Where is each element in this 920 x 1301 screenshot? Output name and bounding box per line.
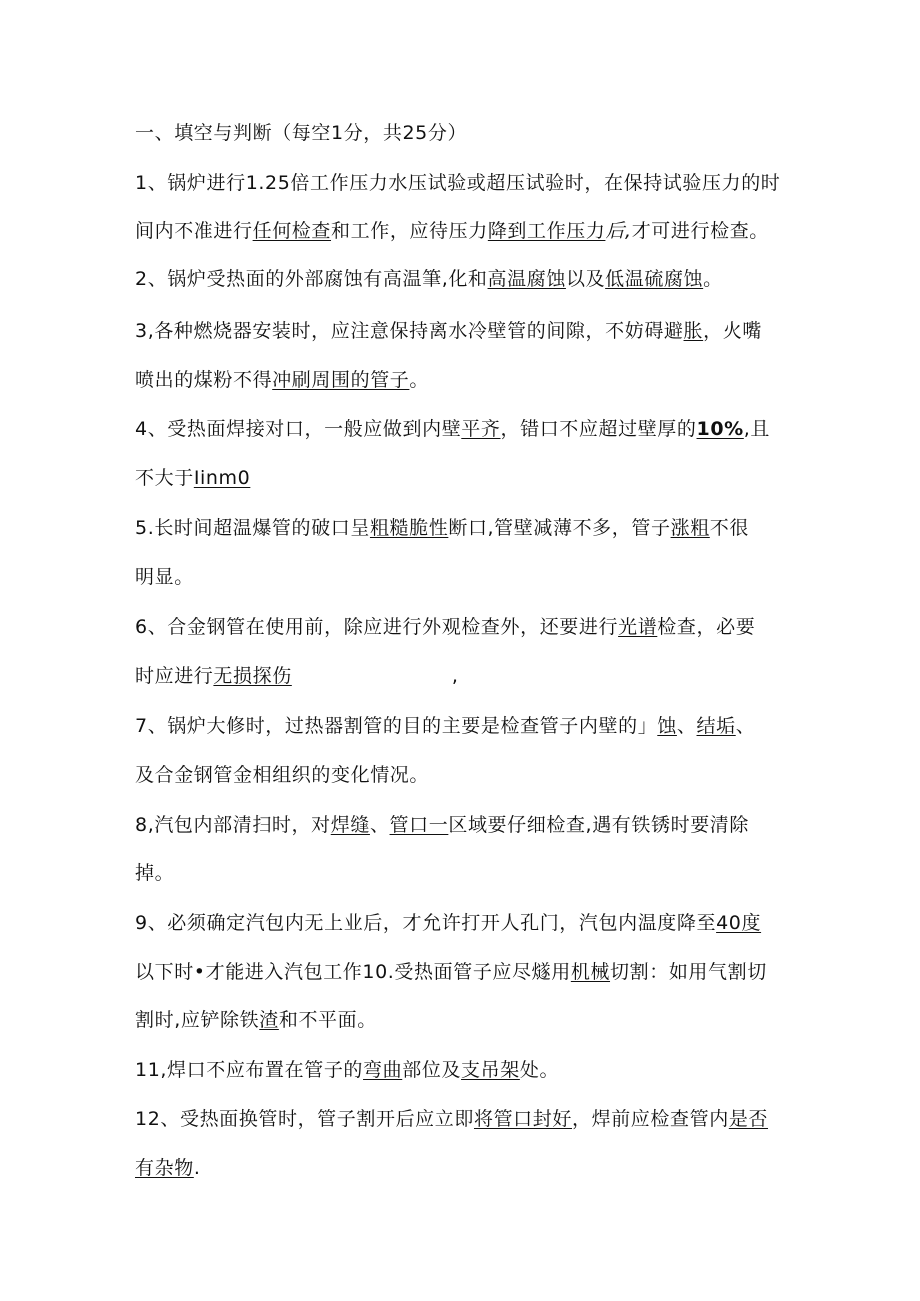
q2-answer: 低温硫腐蚀 bbox=[605, 268, 704, 290]
q9-text: 以下时•才能进入汽包工作10.受热面管子应尽燧用 bbox=[135, 961, 571, 983]
q1-line-2 bbox=[135, 218, 769, 244]
q4-text: 不大于 bbox=[135, 467, 194, 489]
q4-text: ,且 bbox=[743, 418, 771, 440]
q6-text: 6、合金钢管在使用前，除应进行外观检查外，还要进行 bbox=[135, 616, 619, 638]
q2-answer: 高温腐蚀 bbox=[487, 268, 566, 290]
q10-text: 割时,应铲除铁 bbox=[135, 1009, 260, 1031]
q8-answer: 焊缝 bbox=[330, 814, 370, 836]
q10-text: 和不平面。 bbox=[278, 1009, 377, 1031]
q6-line-2 bbox=[135, 663, 458, 689]
q12-answer: 是否 bbox=[728, 1108, 769, 1130]
q3-text: 。 bbox=[409, 369, 430, 391]
q5-answer: 涨粗 bbox=[670, 517, 710, 539]
q11-text: 处。 bbox=[519, 1059, 560, 1081]
q1-text: 和工作，应待压力 bbox=[331, 220, 488, 242]
section-heading bbox=[135, 120, 467, 146]
q6-answer: 光谱 bbox=[618, 616, 658, 638]
q9-line-1 bbox=[135, 910, 761, 936]
q9-answer: 40度 bbox=[716, 912, 762, 934]
q3-text: 喷出的煤粉不得 bbox=[135, 369, 273, 391]
q8-line-1 bbox=[135, 812, 749, 838]
q8-text: 、 bbox=[369, 814, 390, 836]
q10-answer: 机械 bbox=[570, 961, 611, 983]
q8-text: 区域要仔细检查,遇有铁锈时要清除 bbox=[448, 814, 749, 836]
q7-text: 及合金钢管金相组织的变化情况。 bbox=[135, 764, 430, 786]
q7-text: 7、锅炉大修时，过热器割管的目的主要是检查管子内壁的」 bbox=[135, 715, 658, 737]
q8-text: 掉。 bbox=[135, 862, 175, 884]
q2-line-1 bbox=[135, 266, 723, 292]
q6-text: , bbox=[451, 665, 459, 687]
q7-line-2 bbox=[135, 762, 429, 788]
q6-line-1 bbox=[135, 614, 755, 640]
q8-line-2 bbox=[135, 860, 174, 886]
q12-text: . bbox=[193, 1157, 201, 1179]
q10-text: 切割：如用气割切 bbox=[610, 961, 767, 983]
q5-text: 明显。 bbox=[135, 566, 194, 588]
q7-line-1 bbox=[135, 713, 755, 739]
q12-text: ，焊前应检查管内 bbox=[572, 1108, 729, 1130]
q5-text: 5.长时间超温爆管的破口呈 bbox=[135, 517, 370, 539]
q9-line-2 bbox=[135, 959, 767, 985]
q7-answer: 蚀 bbox=[657, 715, 677, 737]
q5-line-1 bbox=[135, 515, 749, 541]
q1-text: 1、锅炉进行1.25倍工作压力水压试验或超压试验时，在保持试验压力的时 bbox=[135, 172, 781, 194]
q5-text: 断口,管壁减薄不多，管子 bbox=[448, 517, 671, 539]
q11-text: 11,焊口不应布置在管子的 bbox=[135, 1059, 364, 1081]
q5-line-2 bbox=[135, 564, 194, 590]
q1-answer: 任何检查 bbox=[252, 220, 332, 242]
q1-text: 才可进行检查。 bbox=[631, 220, 769, 242]
q5-answer: 粗糙脆性 bbox=[369, 517, 449, 539]
q12-line-2 bbox=[135, 1155, 200, 1181]
q3-answer: 胀 bbox=[683, 320, 704, 342]
q10-line-2 bbox=[135, 1007, 377, 1033]
q2-text: 2、锅炉受热面的外部腐蚀有高温筆,化和 bbox=[135, 268, 488, 290]
q3-line-1 bbox=[135, 318, 762, 344]
q2-text: 以及 bbox=[565, 268, 606, 290]
q11-answer: 弯曲 bbox=[363, 1059, 403, 1081]
q4-answer: 平齐 bbox=[461, 418, 501, 440]
q12-answer: 将管口封好 bbox=[473, 1108, 572, 1130]
q10-answer: 渣 bbox=[259, 1009, 279, 1031]
q11-line-1 bbox=[135, 1057, 559, 1083]
heading-text: 一、填空与判断（每空1分，共25分） bbox=[135, 122, 468, 144]
q1-answer: 降到工作压力 bbox=[487, 220, 606, 242]
q1-text: 间内不准进行 bbox=[135, 220, 253, 242]
q4-line-2 bbox=[135, 465, 250, 491]
q5-text: 不很 bbox=[709, 517, 749, 539]
q11-text: 部位及 bbox=[402, 1059, 462, 1081]
q6-answer: 无损探伤 bbox=[213, 665, 292, 687]
q4-answer: Iinm0 bbox=[193, 467, 251, 489]
q1-line-1 bbox=[135, 170, 780, 196]
q8-answer: 管口一 bbox=[389, 814, 449, 836]
q3-answer: 冲刷周围的管子 bbox=[272, 369, 410, 391]
q1-text: 后, bbox=[605, 220, 632, 242]
q12-answer: 有杂物 bbox=[135, 1157, 194, 1179]
q12-line-1 bbox=[135, 1106, 768, 1132]
q4-answer: 10% bbox=[696, 418, 744, 440]
q6-text: 时应进行 bbox=[135, 665, 214, 687]
q7-answer: 结垢 bbox=[696, 715, 736, 737]
q8-text: 8,汽包内部清扫时，对 bbox=[135, 814, 331, 836]
q11-answer: 支吊架 bbox=[461, 1059, 520, 1081]
q4-text: 4、受热面焊接对口，一般应做到内壁 bbox=[135, 418, 462, 440]
q4-line-1 bbox=[135, 416, 770, 442]
q4-text: ，错口不应超过壁厚的 bbox=[500, 418, 697, 440]
q7-text: 、 bbox=[735, 715, 756, 737]
q7-text: 、 bbox=[676, 715, 697, 737]
q3-text: 3,各种燃烧器安装时，应注意保持离水冷壁管的间隙，不妨碍避 bbox=[135, 320, 684, 342]
q3-text: ，火嘴 bbox=[703, 320, 762, 342]
q12-text: 12、受热面换管时，管子割开后应立即 bbox=[135, 1108, 474, 1130]
q2-text: 。 bbox=[703, 268, 723, 290]
q3-line-2 bbox=[135, 367, 429, 393]
q6-text: 检查，必要 bbox=[657, 616, 756, 638]
q9-text: 9、必须确定汽包内无上业后，才允许打开人孔门，汽包内温度降至 bbox=[135, 912, 717, 934]
